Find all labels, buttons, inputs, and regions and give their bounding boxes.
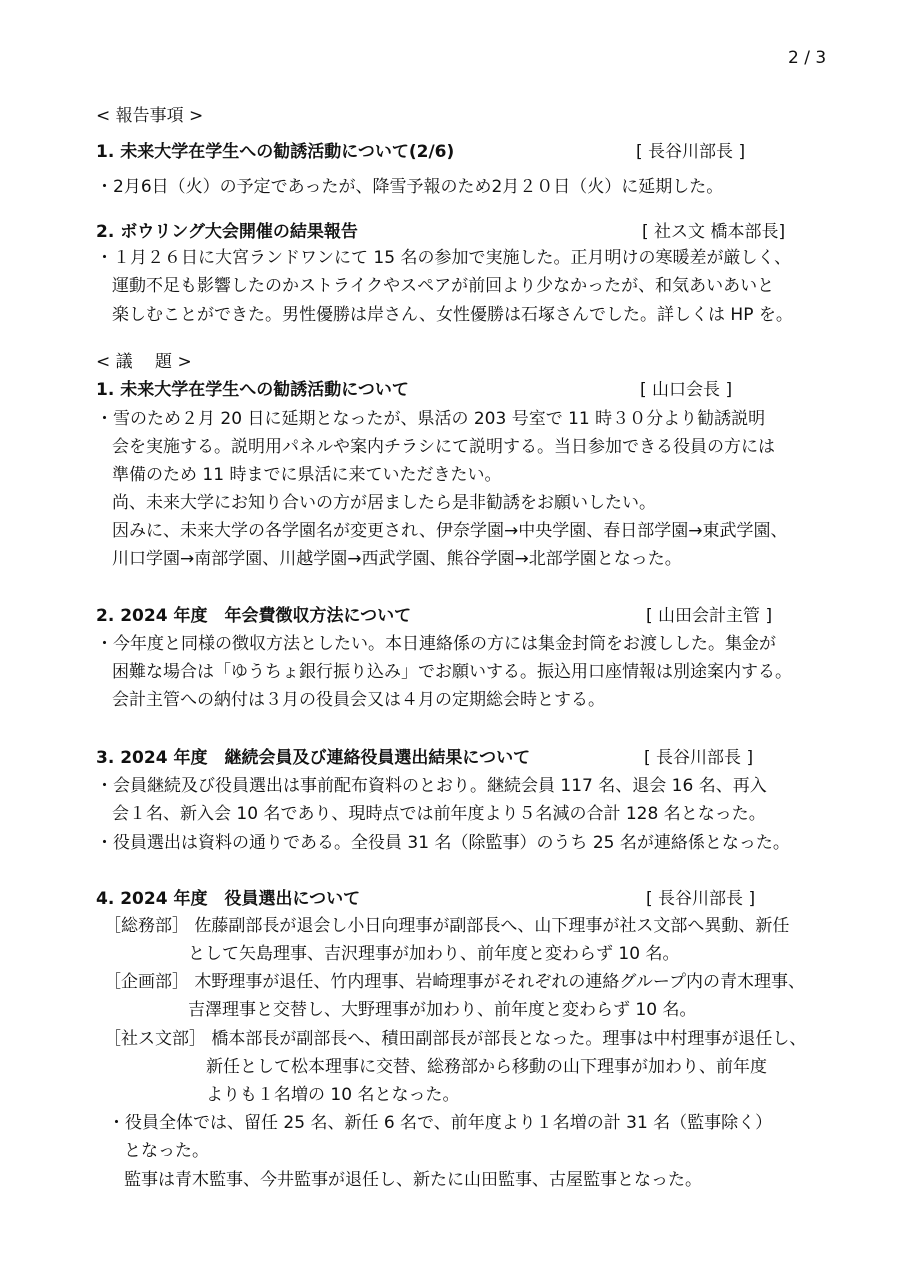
agenda-item-4-line: ［総務部］ 佐藤副部長が退会し小日向理事が副部長へ、山下理事が社ス文部へ異動、新任: [104, 916, 790, 936]
agenda-item-2-line: 困難な場合は「ゆうちょ銀行振り込み」でお願いする。振込用口座情報は別途案内する。: [112, 662, 792, 682]
agenda-item-2-title: 2. 2024 年度 年会費徴収方法について: [96, 606, 412, 626]
report-item-2-line: 楽しむことができた。男性優勝は岸さん、女性優勝は石塚さんでした。詳しくは HP を。: [112, 305, 793, 325]
agenda-item-3-title: 3. 2024 年度 継続会員及び連絡役員選出結果について: [96, 748, 531, 768]
agenda-item-4-line: よりも１名増の 10 名となった。: [206, 1085, 460, 1105]
agenda-item-3-line: ・役員選出は資料の通りである。全役員 31 名（除監事）のうち 25 名が連絡係となった。: [96, 833, 790, 853]
report-section-header: < 報告事項 >: [96, 106, 204, 126]
agenda-item-4-line: ［企画部］ 木野理事が退任、竹内理事、岩崎理事がそれぞれの連絡グループ内の青木理事、: [104, 972, 806, 992]
agenda-item-4-line: となった。: [124, 1141, 209, 1161]
agenda-section-header: < 議 題 >: [96, 352, 192, 372]
agenda-item-3-line: 会１名、新入会 10 名であり、現時点では前年度より５名減の合計 128 名となった。: [112, 804, 766, 824]
agenda-item-2-owner: [ 山田会計主管 ]: [646, 606, 773, 626]
report-item-2-title: 2. ボウリング大会開催の結果報告: [96, 222, 358, 242]
report-item-2-line: 運動不足も影響したのかストライクやスペアが前回より少なかったが、和気あいあいと: [112, 276, 775, 296]
agenda-item-4-line: 新任として松本理事に交替、総務部から移動の山下理事が加わり、前年度: [206, 1057, 767, 1077]
agenda-item-1-line: 川口学園→南部学園、川越学園→西武学園、熊谷学園→北部学園となった。: [112, 549, 682, 569]
agenda-item-4-line: 監事は青木監事、今井監事が退任し、新たに山田監事、古屋監事となった。: [124, 1170, 702, 1190]
agenda-item-1-line: 会を実施する。説明用パネルや案内チラシにて説明する。当日参加できる役員の方には: [112, 437, 775, 457]
agenda-item-4-line: ［社ス文部］ 橋本部長が副部長へ、積田副部長が部長となった。理事は中村理事が退任し、: [104, 1029, 807, 1049]
report-item-1-title: 1. 未来大学在学生への勧誘活動について(2/6): [96, 142, 455, 162]
agenda-item-4-line: ・役員全体では、留任 25 名、新任 6 名で、前年度より１名増の計 31 名（監事除く）: [108, 1113, 773, 1133]
agenda-item-1-line: 尚、未来大学にお知り合いの方が居ましたら是非勧誘をお願いしたい。: [112, 493, 656, 513]
agenda-item-2-line: ・今年度と同様の徴収方法としたい。本日連絡係の方には集金封筒をお渡しした。集金が: [96, 634, 776, 654]
agenda-item-4-owner: [ 長谷川部長 ]: [646, 889, 756, 909]
agenda-item-1-line: 準備のため 11 時までに県活に来ていただきたい。: [112, 465, 502, 485]
report-item-1-line: ・2月6日（火）の予定であったが、降雪予報のため2月２０日（火）に延期した。: [96, 177, 724, 197]
page-number: 2 / 3: [788, 48, 827, 68]
agenda-item-3-owner: [ 長谷川部長 ]: [644, 748, 754, 768]
agenda-item-1-owner: [ 山口会長 ]: [640, 380, 733, 400]
agenda-item-4-line: として矢島理事、吉沢理事が加わり、前年度と変わらず 10 名。: [188, 944, 680, 964]
agenda-item-4-title: 4. 2024 年度 役員選出について: [96, 889, 361, 909]
agenda-item-4-line: 吉澤理事と交替し、大野理事が加わり、前年度と変わらず 10 名。: [188, 1000, 697, 1020]
report-item-2-owner: [ 社ス文 橋本部長]: [642, 222, 786, 242]
agenda-item-1-line: 因みに、未来大学の各学園名が変更され、伊奈学園→中央学園、春日部学園→東武学園、: [112, 521, 788, 541]
agenda-item-1-title: 1. 未来大学在学生への勧誘活動について: [96, 380, 409, 400]
report-item-2-line: ・１月２６日に大宮ランドワンにて 15 名の参加で実施した。正月明けの寒暖差が厳しく、: [96, 248, 792, 268]
agenda-item-1-line: ・雪のため２月 20 日に延期となったが、県活の 203 号室で 11 時３０分より勧誘説明: [96, 409, 766, 429]
agenda-item-2-line: 会計主管への納付は３月の役員会又は４月の定期総会時とする。: [112, 690, 605, 710]
agenda-item-3-line: ・会員継続及び役員選出は事前配布資料のとおり。継続会員 117 名、退会 16 名、再入: [96, 776, 767, 796]
report-item-1-owner: [ 長谷川部長 ]: [636, 142, 746, 162]
